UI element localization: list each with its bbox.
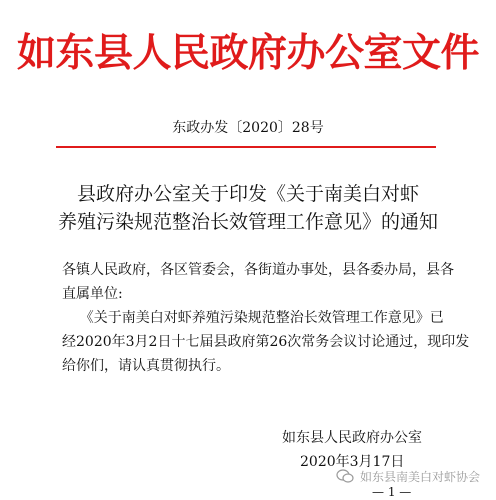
body-line-2: 直属单位: xyxy=(62,286,123,302)
document-header-title: 如东县人民政府办公室文件 xyxy=(16,31,479,76)
body-line-4: 经2020年3月2日十七届县政府第26次常务会议讨论通过，现印发 xyxy=(62,334,470,350)
body-line-1: 各镇人民政府，各区管委会，各街道办事处，县各委办局，县各 xyxy=(62,262,454,278)
document-number: 东政办发〔2020〕28号 xyxy=(172,120,324,136)
body-line-3: 《关于南美白对虾养殖污染规范整治长效管理工作意见》已 xyxy=(62,310,444,326)
watermark-text: 如东县南美白对虾协会 xyxy=(360,469,481,484)
page-number: — 1 — xyxy=(372,485,412,499)
wechat-bubble-small xyxy=(343,474,353,482)
signature-date: 2020年3月17日 xyxy=(300,454,405,470)
document-title-line-2: 养殖污染规范整治长效管理工作意见》的通知 xyxy=(57,211,438,233)
body-line-5: 给你们，请认真贯彻执行。 xyxy=(62,358,230,374)
document-title-line-1: 县政府办公室关于印发《关于南美白对虾 xyxy=(76,183,419,205)
header-divider xyxy=(56,146,436,148)
watermark xyxy=(336,466,480,486)
wechat-icon xyxy=(336,469,354,483)
signature-organization: 如东县人民政府办公室 xyxy=(282,430,422,446)
